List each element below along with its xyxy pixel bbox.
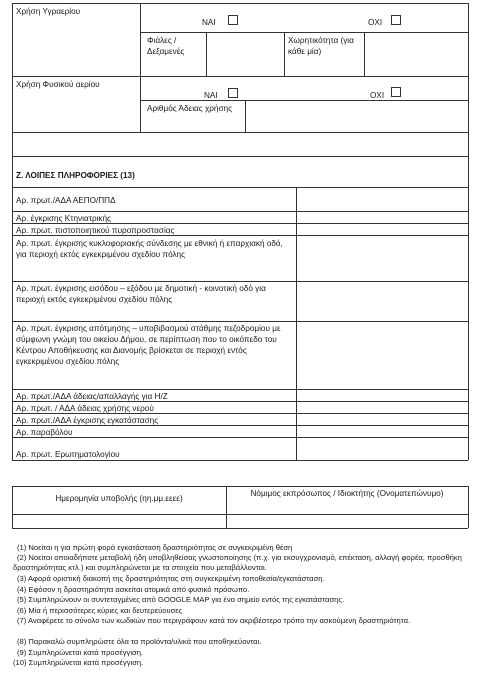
row-traffic-label: Αρ. πρωτ. έγκρισης κυκλοφοριακής σύνδεσης με εθνική ή επαρχιακή οδό, για περιοχή εκτός εγκεκριμένου σχεδίου πόλης [16,239,283,259]
footnote-2: (2) Νοείται οποιαδήποτε μεταβολή ήδη υποβληθείσας γνωστοποίησης (π.χ. για εκσυγχρονισμό, επέκταση, αλλαγή φορέα, προσθήκη δραστηριότητας κτλ.) και συμπληρώνεται με τα στοιχεία που μεταβάλλονται. [13,553,462,573]
lpg-capacity-label: Χωρητικότητα (για κάθε μία) [288,36,354,56]
row-entrance-label: Αρ. πρωτ. έγκρισης εισόδου – εξόδου με δημοτική - κοινοτική οδό για περιοχή εκτός εγκεκριμένου σχεδίου πόλης [16,284,266,304]
row-questionnaire-label: Αρ. πρωτ. Ερωτηματολογίου [16,450,120,459]
lpg-tanks-label: Φιάλες / Δεξαμενές [147,36,185,56]
footnote-8: (8) Παρακαλώ συμπληρώστε όλα τα προϊόντα/υλικά που αποθηκεύονται. [17,637,262,646]
footnote-9: (9) Συμπληρώνεται κατά προσέγγιση. [17,648,144,657]
row-installation-field[interactable] [297,414,467,424]
row-generator-field[interactable] [297,390,467,400]
row-veterinary-label: Αρ. έγκρισης Κτηνιατρικής [16,214,112,223]
row-fee-field[interactable] [297,426,467,436]
footnote-10: (10) Συμπληρώνεται κατά προσέγγιση. [13,658,144,667]
row-traffic-field[interactable] [297,236,467,280]
section-z-title: Ζ. ΛΟΙΠΕΣ ΠΛΗΡΟΦΟΡΙΕΣ (13) [16,171,135,180]
row-entrance-field[interactable] [297,282,467,320]
row-installation-label: Αρ. πρωτ./ΑΔΑ έγκρισης εγκατάστασης [16,416,159,425]
row-fire-field[interactable] [297,224,467,234]
gas-yes-label: ΝΑΙ [204,91,218,100]
row-questionnaire-field[interactable] [297,438,467,459]
footnote-4: (4) Εφόσον η δραστηριότητα ασκείται ατομικά από φυσικό πρόσωπο. [17,585,250,594]
footnote-1: (1) Νοείται η για πρώτη φορά εγκατάσταση δραστηριότητας σε συγκεκριμένη θέση [17,543,293,552]
row-generator-label: Αρ. πρωτ./ΑΔΑ άδειας/απαλλαγής για Η/Ζ [16,392,168,401]
submission-date-field[interactable] [13,515,225,527]
lpg-yes-label: ΝΑΙ [202,18,216,27]
lpg-no-label: ΟΧΙ [368,18,383,27]
submission-date-label: Ημερομηνία υποβολής (ηη.μμ.εεεε) [55,494,183,503]
gas-permit-label: Αριθμός Άδειας χρήσης [147,104,233,113]
gas-no-checkbox[interactable] [391,87,401,97]
footnote-5: (5) Συμπληρώνουν οι συντεταγμένες από GOOGLE MAP για ένα σημείο εντός της εγκατάστασης. [17,595,345,604]
lpg-no-checkbox[interactable] [391,15,401,25]
lpg-title: Χρήση Υγραερίου [16,7,81,16]
gas-permit-field[interactable] [246,101,467,131]
row-fee-label: Αρ. παραβόλου [16,428,73,437]
row-water-field[interactable] [297,402,467,412]
representative-field[interactable] [227,515,467,527]
row-sidewalk-label: Αρ. πρωτ. έγκρισης απότμησης – υποβιβασμού στάθμης πεζοδρομίου με σύμφωνη γνώμη του οικείου Δήμου, σε περίπτωση που το οικόπεδο του Κέντρου Αποθήκευσης και Διανομής βρίσκεται σε περιοχή εντός εγκεκριμένου σχεδίου πόλης [16,324,281,366]
lpg-tanks-field[interactable] [207,33,283,75]
row-fire-label: Αρ. πρωτ. πιστοποιητικού πυροπροστασίας [16,226,175,235]
footnote-3: (3) Αφορά οριστική διακοπή της δραστηριότητας στη συγκεκριμένη τοποθεσία/εγκατάσταση. [17,574,325,583]
row-veterinary-field[interactable] [297,212,467,222]
footnote-6: (6) Μία ή περισσότερες κύριες και δευτερεύουσες [17,606,183,615]
row-water-label: Αρ. πρωτ. / ΑΔΑ άδειας χρήσης νερού [16,404,154,413]
gas-no-label: ΟΧΙ [370,91,385,100]
lpg-yes-checkbox[interactable] [228,15,238,25]
gas-title: Χρήση Φυσικού αερίου [16,80,100,89]
gas-yes-checkbox[interactable] [228,88,238,98]
representative-label: Νόμιμος εκπρόσωπος / Ιδιοκτήτης (Ονοματεπώνυμο) [250,489,444,498]
row-aepo-field[interactable] [297,188,467,210]
lpg-capacity-field[interactable] [365,33,467,75]
footnote-7: (7) Αναφέρετε το σύνολο των κωδικών που περιγράφουν κατά τον ακριβέστερο τρόπο την ασκούμενη δραστηριότητα. [17,616,411,625]
row-sidewalk-field[interactable] [297,322,467,388]
row-aepo-label: Αρ. πρωτ./ΑΔΑ ΑΕΠΟ/ΠΠΔ [16,196,116,205]
